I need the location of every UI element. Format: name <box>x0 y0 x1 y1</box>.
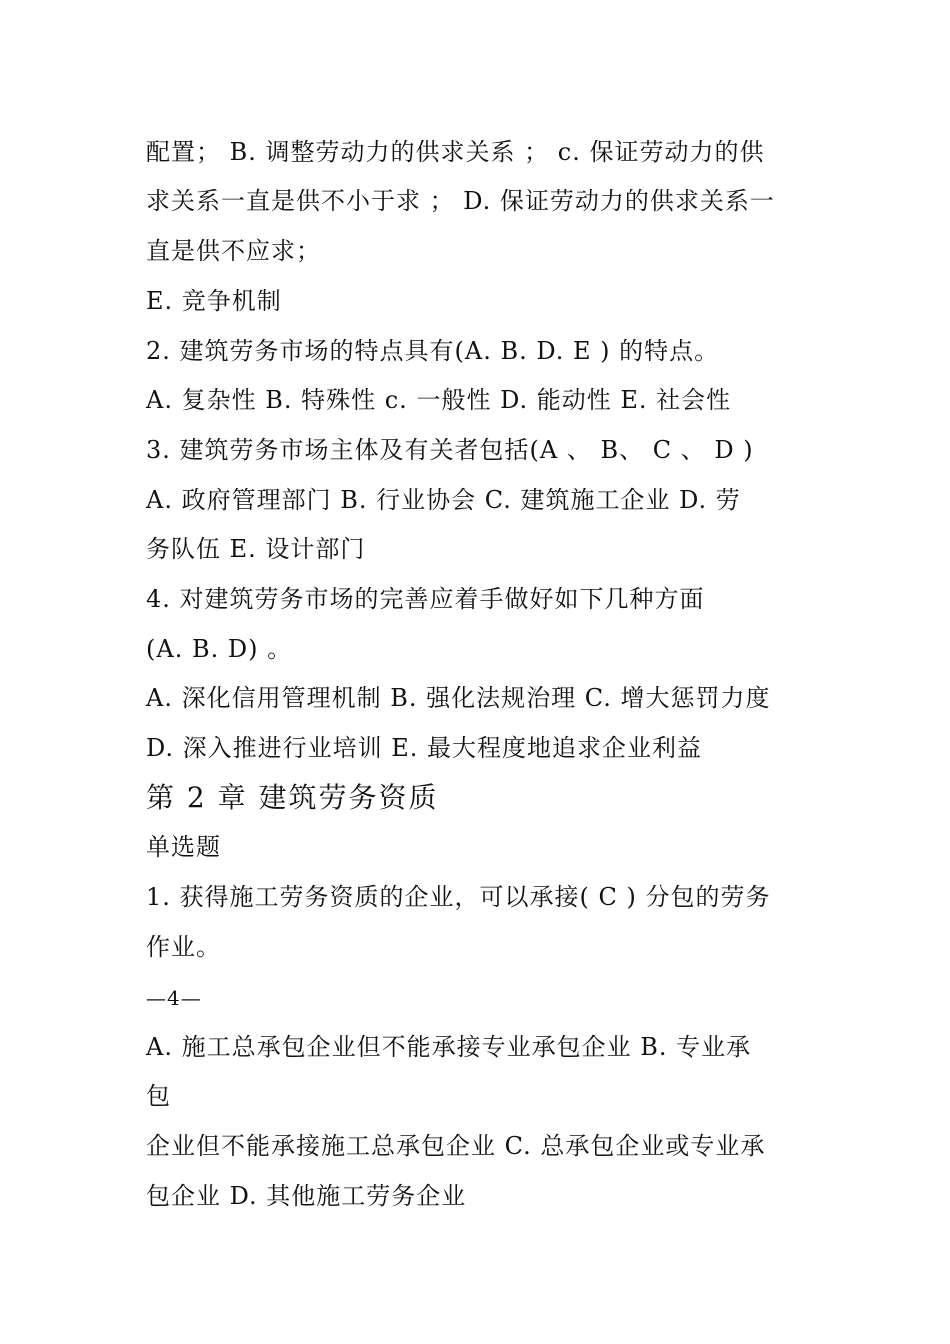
section-label: 单选题 <box>146 833 221 861</box>
text-line: E. 竞争机制 <box>146 287 282 315</box>
text-line: 企业但不能承接施工总承包企业 C. 总承包企业或专业承 <box>146 1132 766 1160</box>
text-line: 务队伍 E. 设计部门 <box>146 535 366 563</box>
text-line: 求关系一直是供不小于求 ； D. 保证劳动力的供求关系一 <box>146 187 775 215</box>
text-line: 包 <box>146 1082 171 1110</box>
text-line: 3. 建筑劳务市场主体及有关者包括(A 、 B、 C 、 D ) <box>146 436 754 464</box>
text-line: A. 政府管理部门 B. 行业协会 C. 建筑施工企业 D. 劳 <box>146 486 741 514</box>
text-line: 1. 获得施工劳务资质的企业，可以承接( C ) 分包的劳务 <box>146 883 771 911</box>
text-line: 4. 对建筑劳务市场的完善应着手做好如下几种方面 <box>146 585 705 613</box>
page-number: —4— <box>146 986 202 1010</box>
text-line: 包企业 D. 其他施工劳务企业 <box>146 1182 467 1210</box>
chapter-heading: 第 2 章 建筑劳务资质 <box>146 781 439 814</box>
text-line: (A. B. D) 。 <box>146 635 293 663</box>
text-line: 配置； B. 调整劳动力的供求关系 ； c. 保证劳动力的供 <box>146 138 765 166</box>
text-line: D. 深入推进行业培训 E. 最大程度地追求企业利益 <box>146 734 703 762</box>
text-line: A. 深化信用管理机制 B. 强化法规治理 C. 增大惩罚力度 <box>146 684 771 712</box>
text-line: 直是供不应求； <box>146 237 321 265</box>
text-line: 2. 建筑劳务市场的特点具有(A. B. D. E ) 的特点。 <box>146 337 720 365</box>
text-line: A. 施工总承包企业但不能承接专业承包企业 B. 专业承 <box>146 1033 752 1061</box>
text-line: 作业。 <box>146 933 221 961</box>
text-line: A. 复杂性 B. 特殊性 c. 一般性 D. 能动性 E. 社会性 <box>146 386 732 414</box>
